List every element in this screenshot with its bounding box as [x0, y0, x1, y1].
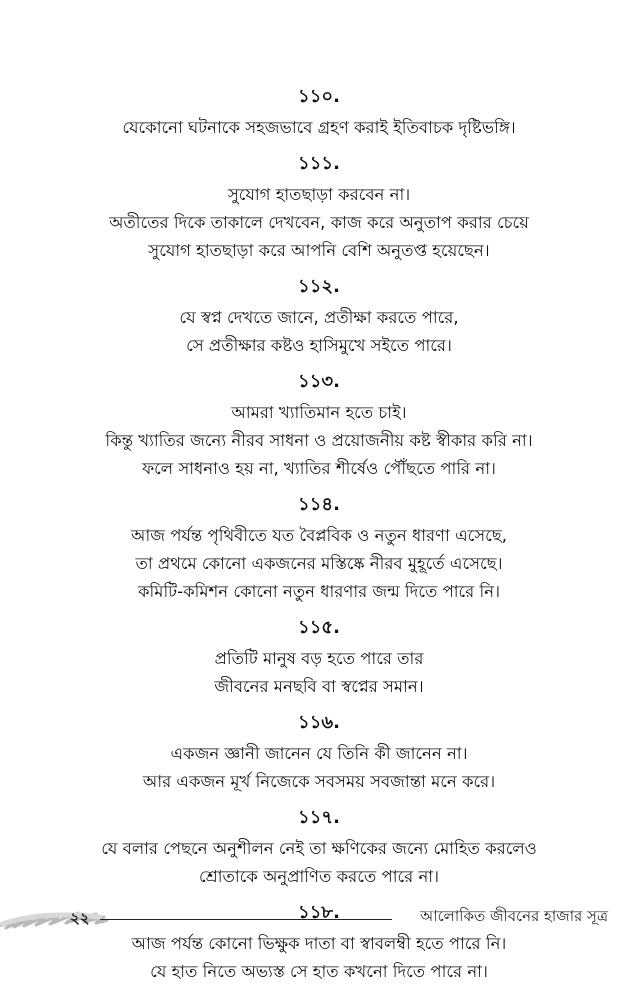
aphorism-line: কিন্তু খ্যাতির জন্যে নীরব সাধনা ও প্রয়োজনীয় কষ্ট স্বীকার করি না।: [105, 431, 533, 450]
aphorism-number: ১১১.: [298, 153, 340, 174]
footer-divider: [100, 919, 392, 920]
aphorism-line: যে স্বপ্ন দেখতে জানে, প্রতীক্ষা করতে পারে,: [179, 308, 459, 327]
footer-brush-decoration: [0, 900, 110, 940]
page-number: ২২: [70, 909, 90, 927]
aphorism-entry: [0, 151, 638, 265]
aphorism-entry: [0, 84, 638, 142]
aphorism-list: [0, 84, 638, 995]
aphorism-entry: [0, 492, 638, 606]
aphorism-line: কমিটি-কমিশন কোনো নতুন ধারণার জন্ম দিতে পারে নি।: [138, 582, 500, 601]
aphorism-line: আর একজন মূর্খ নিজেকে সবসময় সবজান্তা মনে করে।: [142, 772, 496, 791]
aphorism-line: যেকোনো ঘটনাকে সহজভাবে গ্রহণ করাই ইতিবাচক দৃষ্টিভঙ্গি।: [122, 118, 516, 137]
aphorism-line: আজ পর্যন্ত কোনো ভিক্ষুক দাতা বা স্বাবলম্বী হতে পারে নি।: [131, 934, 507, 953]
book-title: আলোকিত জীবনের হাজার সূত্র: [420, 907, 608, 925]
aphorism-line: যে হাত নিতে অভ্যস্ত সে হাত কখনো দিতে পারে না।: [150, 962, 488, 981]
aphorism-line: জীবনের মনছবি বা স্বপ্নের সমান।: [214, 677, 424, 696]
aphorism-entry: [0, 710, 638, 796]
aphorism-line: আজ পর্যন্ত পৃথিবীতে যত বৈপ্লবিক ও নতুন ধারণা এসেছে,: [130, 526, 508, 545]
aphorism-number: ১১৭.: [298, 807, 340, 828]
aphorism-line: সুযোগ হাতছাড়া করে আপনি বেশি অনুতপ্ত হয়েছেন।: [148, 241, 490, 260]
aphorism-entry: [0, 369, 638, 483]
aphorism-line: ফলে সাধনাও হয় না, খ্যাতির শীর্ষেও পৌঁছতে পারি না।: [142, 459, 496, 478]
aphorism-number: ১১৩.: [298, 371, 340, 392]
aphorism-line: শ্রোতাকে অনুপ্রাণিত করতে পারে না।: [199, 867, 439, 886]
aphorism-line: সে প্রতীক্ষার কষ্টও হাসিমুখে সইতে পারে।: [186, 336, 452, 355]
aphorism-entry: [0, 615, 638, 701]
aphorism-number: ১১৮.: [298, 902, 340, 923]
aphorism-entry: [0, 805, 638, 891]
aphorism-number: ১১০.: [298, 86, 340, 107]
aphorism-line: তা প্রথমে কোনো একজনের মস্তিষ্কে নীরব মুহূর্তে এসেছে।: [135, 554, 503, 573]
aphorism-number: ১১৫.: [298, 617, 340, 638]
page-footer: [0, 900, 638, 940]
aphorism-entry: [0, 274, 638, 360]
aphorism-line: একজন জ্ঞানী জানেন যে তিনি কী জানেন না।: [170, 744, 468, 763]
aphorism-line: প্রতিটি মানুষ বড় হতে পারে তার: [214, 649, 424, 668]
aphorism-number: ১১২.: [298, 276, 340, 297]
aphorism-line: অতীতের দিকে তাকালে দেখবেন, কাজ করে অনুতাপ করার চেয়ে: [109, 213, 529, 232]
aphorism-line: সুযোগ হাতছাড়া করবেন না।: [227, 185, 411, 204]
aphorism-number: ১১৬.: [298, 712, 340, 733]
aphorism-line: আমরা খ্যাতিমান হতে চাই।: [231, 403, 407, 422]
aphorism-line: যে বলার পেছনে অনুশীলন নেই তা ক্ষণিকের জন্যে মোহিত করলেও: [101, 839, 537, 858]
aphorism-number: ১১৪.: [298, 494, 340, 515]
